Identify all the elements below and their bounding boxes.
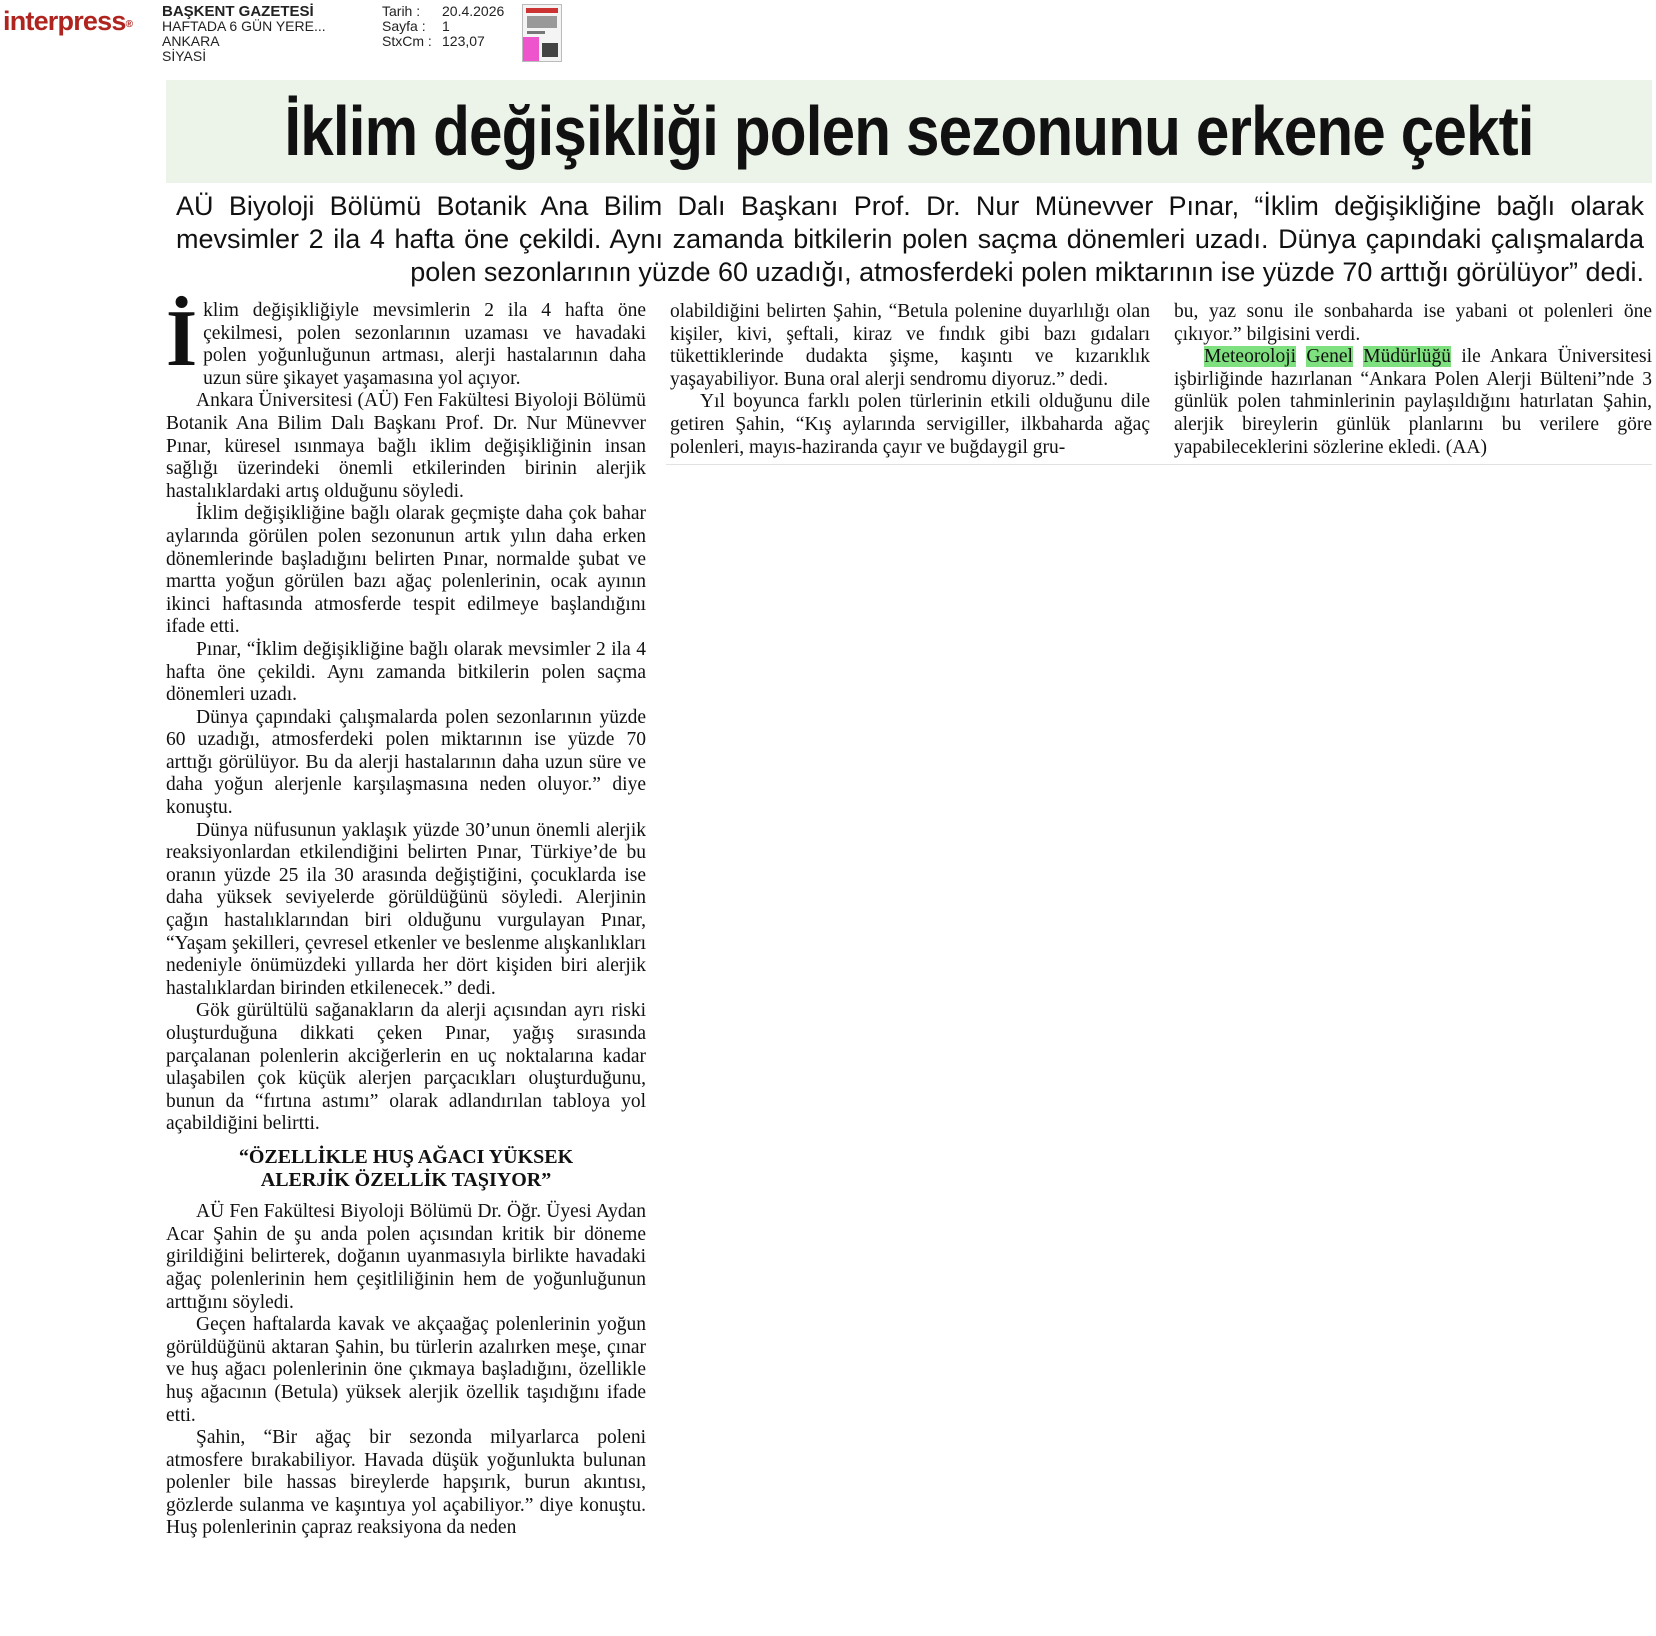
paragraph: Geçen haftalarda kavak ve akçaağaç polenlerinin yoğun görüldüğünü aktaran Şahin, bu türlerin azalırken meşe, çınar ve huş ağacı polenlerinin öne çıkmaya başladığını, özellikle huş ağacının (Betula) yüksek alerjik özellik taşıdığını ifade etti. [166,1314,646,1426]
clipping-meta [382,4,504,49]
paragraph: İklim değişikliğiyle mevsimlerin 2 ila 4 hafta öne çekilmesi, polen sezonlarının uzaması ve havadaki polen yoğunluğunun artması, alerji hastalarının daha uzun süre şikayet yaşamasına yol açıyor. [166,295,646,389]
paragraph: bu, yaz sonu ile sonbaharda ise yabani ot polenleri öne çıkıyor.” bilgisini verdi. [1174,301,1652,345]
article-column-1 [166,295,646,1540]
newspaper-info [162,4,326,64]
article-column-3 [1174,301,1652,459]
news-agency-credit: (AA) [1445,436,1487,458]
meta-key: Tarih : [382,3,421,19]
paragraph: Dünya çapındaki çalışmalarda polen sezonlarının yüzde 60 uzadığı, atmosferdeki polen miktarının ise yüzde 70 arttığı görülüyor. Bu da alerji hastalarının daha uzun süre ve daha yoğun alerjenle karşılaşmasına neden oluyor.” diye konuştu. [166,706,646,819]
paragraph: Ankara Üniversitesi (AÜ) Fen Fakültesi Biyoloji Bölümü Botanik Ana Bilim Dalı Başkanı Prof. Dr. Nur Münevver Pınar, küresel ısınmaya bağlı iklim değişikliğinin insan sağlığı üzerindeki önemli etkilerinden birinin alerjik hastalıklardaki artış olduğunu söyledi. [166,390,646,502]
column-divider [666,464,1652,465]
newspaper-city: ANKARA [162,33,220,49]
headline-box [166,80,1652,183]
paragraph: AÜ Fen Fakültesi Biyoloji Bölümü Dr. Öğr. Üyesi Aydan Acar Şahin de şu anda polen açısından kritik bir döneme girildiğini belirterek, doğanın uyanmasıyla birlikte havadaki ağaç polenlerinin hem çeşitliliğinin hem de yoğunluğunun arttığını söyledi. [166,1201,646,1313]
logo-text: interpress [3,6,126,36]
subheading-line: ALERJİK ÖZELLİK TAŞIYOR” [260,1168,552,1191]
page-thumbnail[interactable] [522,4,562,62]
highlighted-keyword: Genel [1306,346,1353,368]
meta-row-page [382,19,504,34]
paragraph: Yıl boyunca farklı polen türlerinin etkili olduğunu dile getiren Şahin, “Kış aylarında servigiller, ilkbaharda ağaç polenleri, mayıs-haziranda çayır ve buğdaygil gru- [670,391,1150,458]
meta-value: 20.4.2026 [442,3,505,19]
paragraph: Meteoroloji Genel Müdürlüğü ile Ankara Üniversitesi işbirliğinde hazırlanan “Ankara Polen Alerji Bülteni”nde 3 günlük polen tahminlerinin paylaşıldığını hatırlatan Şahin, alerjik bireylerin günlük planlarını bu verilere göre yapabileceklerini sözlerine ekledi. (AA) [1174,346,1652,458]
newspaper-name: BAŞKENT GAZETESİ [162,3,314,20]
newspaper-frequency: HAFTADA 6 GÜN YERE... [162,18,326,34]
paragraph: Gök gürültülü sağanakların da alerji açısından ayrı riski oluşturduğuna dikkati çeken Pınar, yağış sırasında parçalanan polenlerin akciğerlerin en uç noktalarına kadar ulaşabilen çok küçük alerjen parçacıkları oluşturduğunu, bunun da “fırtına astımı” olarak adlandırılan tabloya yol açabildiğini belirtti. [166,1000,646,1135]
article-column-2 [670,301,1150,459]
registered-mark: ® [125,19,133,30]
drop-cap: İ [166,295,198,383]
interpress-logo [3,6,132,36]
newspaper-section: SİYASİ [162,48,207,64]
subheading-line: “ÖZELLİKLE HUŞ AĞACI YÜKSEK [238,1145,574,1168]
meta-row-stxcm [382,34,504,49]
paragraph: İklim değişikliğine bağlı olarak geçmişte daha çok bahar aylarında görülen polen sezonunun artık yılın daha erken dönemlerinde başladığını belirten Pınar, normalde şubat ve martta yoğun görülen bazı ağaç polenlerinin, ocak ayının ikinci haftasında atmosferde tespit edilmeye başlandığını ifade etti. [166,503,646,638]
highlighted-keyword: Meteoroloji [1204,346,1297,368]
article-subheading [166,1146,646,1191]
meta-key: StxCm : [382,33,432,49]
article-headline: İklim değişikliği polen sezonunu erkene çekti [284,92,1534,170]
meta-key: Sayfa : [382,18,426,34]
meta-value: 1 [442,18,450,34]
paragraph: Pınar, “İklim değişikliğine bağlı olarak mevsimler 2 ila 4 hafta öne çekildi. Aynı zamanda bitkilerin polen saçma dönemleri uzadı. [166,638,646,706]
paragraph: Dünya nüfusunun yaklaşık yüzde 30’unun önemli alerjik reaksiyonlardan etkilendiğini belirten Pınar, Türkiye’de bu oranın yüzde 25 ila 30 arasında değiştiğini, çocuklarda ise daha yüksek seviyelerde görüldüğünü söyledi. Alerjinin çağın hastalıklarından biri olduğunu vurgulayan Pınar, “Yaşam şekilleri, çevresel etkenler ve beslenme alışkanlıkları nedeniyle önümüzdeki yıllarda her dört kişiden biri alerjik hastalıklardan birinden etkilenecek.” dedi. [166,819,646,999]
paragraph: Şahin, “Bir ağaç bir sezonda milyarlarca poleni atmosfere bırakabiliyor. Havada düşük yoğunlukta bulunan polenler bile hassas bireylerde hapşırık, burun akıntısı, gözlerde sulanma ve kaşıntıya yol açabiliyor.” diye konuştu. Huş polenlerinin çapraz reaksiyona da neden [166,1427,646,1539]
meta-row-date [382,4,504,19]
article-spot: AÜ Biyoloji Bölümü Botanik Ana Bilim Dalı Başkanı Prof. Dr. Nur Münevver Pınar, “İklim değişikliğine bağlı olarak mevsimler 2 ila 4 hafta öne çekildi. Aynı zamanda bitkilerin polen saçma dönemleri uzadı. Dünya çapındaki çalışmalarda polen sezonlarının yüzde 60 uzadığı, atmosferdeki polen miktarının ise yüzde 70 arttığı görülüyor” dedi. [176,191,1644,287]
highlighted-keyword: Müdürlüğü [1363,346,1452,368]
meta-value: 123,07 [442,33,485,49]
paragraph: olabildiğini belirten Şahin, “Betula polenine duyarlılığı olan kişiler, kivi, şeftali, kiraz ve fındık gibi bazı gıdaları tükettiklerinde dudakta şişme, kaşıntı ve kızarıklık yaşayabiliyor. Buna oral alerji sendromu diyoruz.” dedi. [670,301,1150,390]
